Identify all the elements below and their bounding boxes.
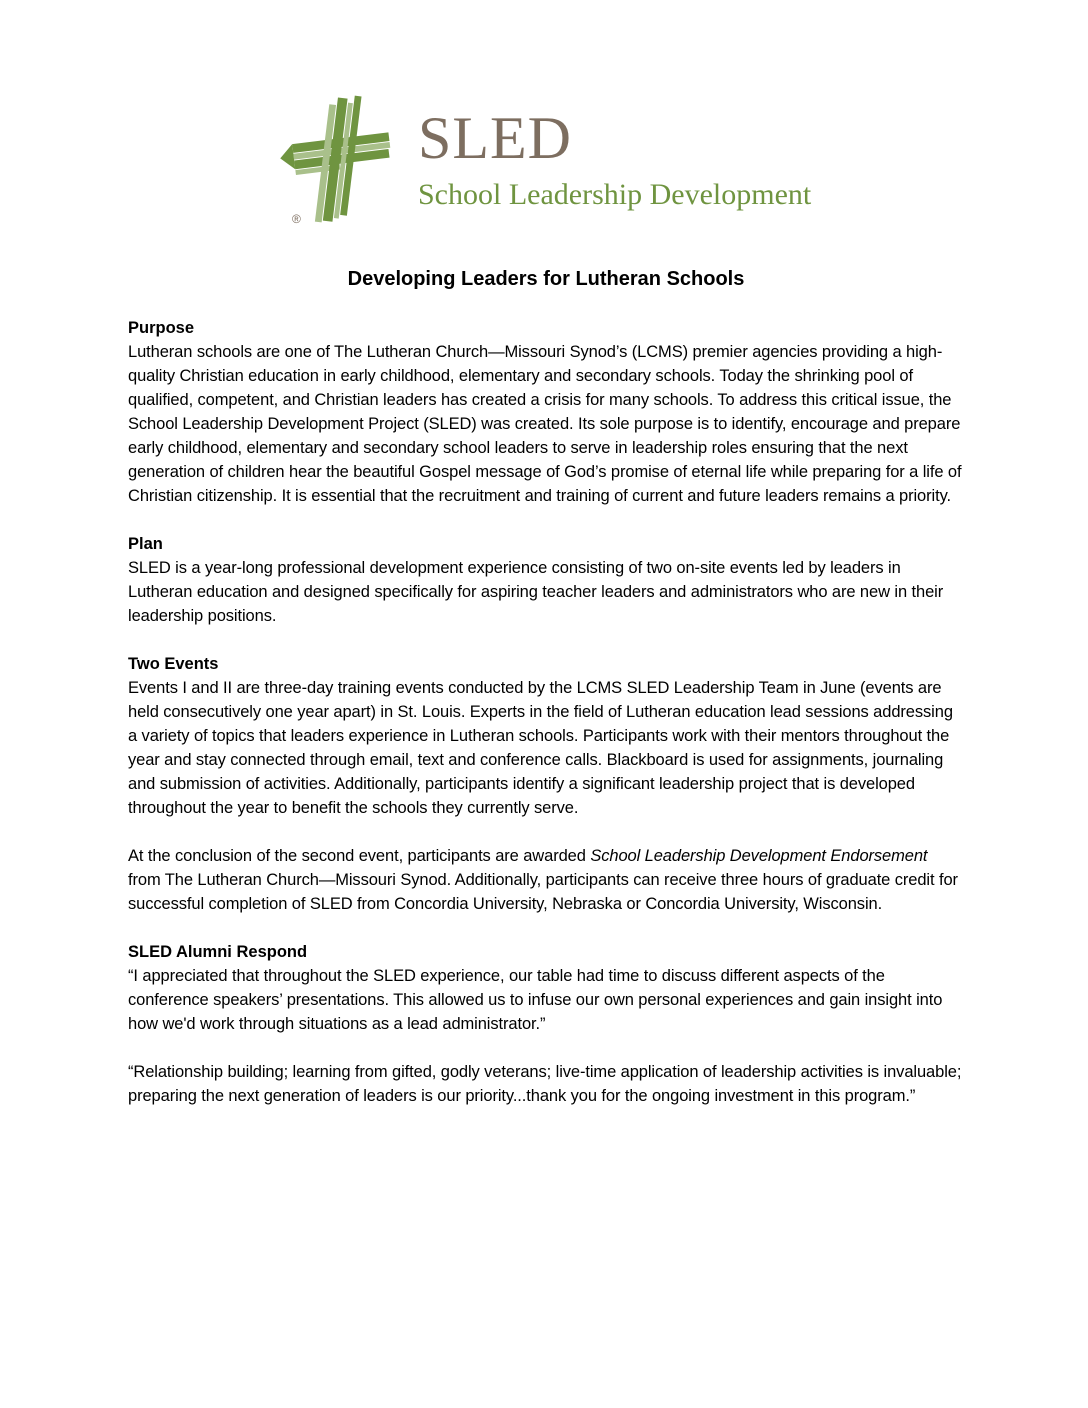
page-title: Developing Leaders for Lutheran Schools (347, 268, 745, 290)
alumni-quote-1: “I appreciated that throughout the SLED experience, our table had time to discuss different aspects of the conference speakers’ presentations. This allowed us to infuse our own personal experiences and gain insight into how we'd work through situations as a lead administrator.” (128, 967, 943, 1033)
alumni-quote-2: “Relationship building; learning from gifted, godly veterans; live-time application of leadership activities is invaluable; preparing the next generation of leaders is our priority...thank you for the ongoing investment in this program.” (128, 1063, 962, 1105)
plan-heading: Plan (128, 535, 163, 553)
two-events-heading: Two Events (128, 655, 219, 673)
registered-trademark: ® (292, 212, 301, 226)
plan-paragraph: SLED is a year-long professional development experience consisting of two on-site events led by leaders in Lutheran education and designed specifically for aspiring teacher leaders and administrators who are new in their leadership positions. (128, 559, 944, 625)
section-alumni (128, 940, 964, 1036)
purpose-heading: Purpose (128, 319, 195, 337)
endorsement-title-italic: School Leadership Development Endorsement (590, 847, 928, 865)
document-content (128, 266, 964, 1108)
section-two-events (128, 652, 964, 820)
section-purpose (128, 316, 964, 508)
lcms-cross-icon (278, 92, 404, 226)
sled-logo (278, 92, 811, 226)
two-events-paragraph: Events I and II are three-day training events conducted by the LCMS SLED Leadership Team in June (events are held consecutively one year apart) in St. Louis. Experts in the field of Lutheran education lead sessions addressing a variety of topics that leaders experience in Lutheran schools. Participants work with their mentors throughout the year and stay connected through email, text and conference calls. Blackboard is used for assignments, journaling and submission of activities. Additionally, participants identify a significant leadership project that is developed throughout the year to benefit the schools they currently serve. (128, 679, 953, 817)
alumni-heading: SLED Alumni Respond (128, 943, 308, 961)
purpose-paragraph: Lutheran schools are one of The Lutheran Church—Missouri Synod’s (LCMS) premier agencies providing a high-quality Christian education in early childhood, elementary and secondary schools. Today the shrinking pool of qualified, competent, and Christian leaders has created a crisis for many schools. To address this critical issue, the School Leadership Development Project (SLED) was created. Its sole purpose is to identify, encourage and prepare early childhood, elementary and secondary school leaders to serve in leadership roles ensuring that the next generation of children hear the beautiful Gospel message of God’s promise of eternal life while preparing for a life of Christian citizenship. It is essential that the recruitment and training of current and future leaders remains a priority. (128, 343, 962, 505)
logo-acronym: SLED (418, 105, 572, 171)
logo-subtitle: School Leadership Development (418, 178, 812, 211)
endorsement-text-before: At the conclusion of the second event, participants are awarded (128, 847, 591, 865)
endorsement-text-after: from The Lutheran Church—Missouri Synod. Additionally, participants can receive three hours of graduate credit for successful completion of SLED from Concordia University, Nebraska or Concordia University, Wisconsin. (128, 871, 958, 913)
section-plan (128, 532, 964, 628)
logo-text (418, 92, 811, 212)
endorsement-paragraph (128, 844, 964, 916)
lcms-cross-graphic (278, 92, 404, 226)
